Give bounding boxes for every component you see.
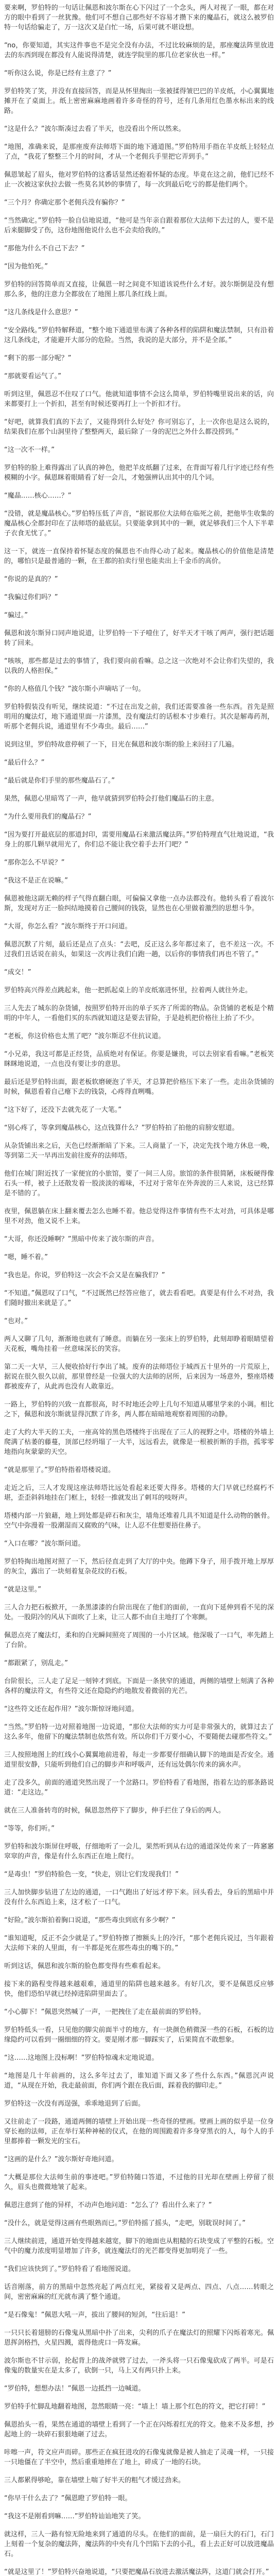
paragraph: “最后就是你们手里的那些魔晶石了。” (4, 777, 115, 785)
paragraph: “这……这地图上没标啊！”罗伯特惊魂未定地说道。 (4, 2054, 159, 2062)
paragraph: 咔嚓一声，符文应声而碎。那些正在疯狂进攻的石像鬼就像是被人抽走了灵魂一样，一只接一只地僵在了半空中，然后重重地摔在了地上，碎成了一地的石块。 (4, 2449, 274, 2466)
paragraph: “当然确定。”罗伯特一脸自信地说道，“他可是当年亲自跟着那位大法师下去过的人，要不是后来腿脚受了伤，这份地图他说什么也不会卖给我的。” (4, 217, 274, 234)
paragraph: “小兄弟，我这可都是正经货，品质绝对有保证。你要是嫌贵，可以去别家看看嘛。”老板笑眯眯地说道，一点也没有要让步的意思。 (4, 1050, 274, 1068)
paragraph: 罗伯特的脸上难得露出了认真的神色，他把羊皮纸翻了过来，在背面写着几行字迹已经有些模糊的小字。佩恩眯着眼睛看了好一会儿，才勉强辨认出其中的几个词。 (4, 464, 274, 482)
paragraph: “我这不是刚看到嘛……”罗伯特讪讪地笑了笑。 (4, 2513, 145, 2520)
paragraph: 走近之后，三人才发现这座法师塔比远处看起来还要大得多。塔楼的大门早就已经腐朽不堪，歪歪斜斜地挂在门框上，轻轻一推就发出了刺耳的吱呀声。 (4, 1484, 274, 1502)
paragraph: 台阶很长，三人走了足足一刻钟才到底。下面是一条狭窄的通道，两侧的墙壁上刻满了各种各样的魔法符文，有些符文还在隐隐约约地散发着微弱的光芒。 (4, 1677, 274, 1695)
paragraph: “罗伯特，想想办法！”佩恩一边抵挡一边喊道。 (4, 2385, 145, 2393)
paragraph: “听你这么说，你是已经有主意了？” (4, 70, 112, 77)
paragraph: “好吧，就算我们真的下去了，又能得到什么好处？你可别忘了，上一次你也是这么说的，结果我们在那个山洞里待了整整两天，最后除了一身的泥巴之外什么都没捞到。” (4, 418, 274, 436)
paragraph: 罗伯特假装没有听见，继续说道：“不过在出发之前，我们还需要准备一些东西。首先是照明用的魔法灯，地下通道里面一片漆黑，没有魔法灯的话根本寸步难行。其次是解毒药剂，听那个老佣兵说，通道里有不少毒虫。最后……” (4, 703, 274, 731)
paragraph: “谁知道呢，反正不会少就是了。”罗伯特擦了擦额头上的冷汗，“那个老佣兵说过，当年跟着大法师下来的人里面，有一半都是死在那些毒虫的嘴下的。” (4, 1935, 274, 1952)
paragraph: 佩恩被他这副无赖的样子气得直翻白眼，可偏偏又拿他一点办法都没有。他转头看了看波尔斯，发现对方正一脸纠结地摸着自己腰间的钱袋，显然也在心里做着激烈的思想斗争。 (4, 895, 274, 912)
paragraph: “我也是。你说，罗伯特这一次会不会又是在骗我们？” (4, 1272, 165, 1279)
paragraph: “最后什么？” (4, 759, 45, 767)
paragraph: 波尔斯也不甘示弱，抡起背上的战斧就劈了过去，一斧头将一只石像鬼砍成了两半。可是石像鬼的数量实在是太多了，砍倒一只，马上又有两只扑上来。 (4, 2357, 274, 2375)
paragraph: 佩恩皱起了眉头，他对罗伯特的这番话显然还抱着怀疑的态度。毕竟在这之前，他们已经不止一次被这家伙拉去做一些莫名其妙的事情了，每一次到最后吃亏的都是他们两个。 (4, 171, 274, 189)
paragraph: 佩恩和波尔斯异口同声地说道，让罗伯特一下子噎住了，好半天才干咳了两声，强行把话题转了回来。 (4, 630, 274, 647)
paragraph: 他们在城门附近找了一家便宜的小旅馆，要了一间三人房。旅馆的条件很简陋，床板硬得像石头一样，被子上还散发着一股淡淡的霉味，不过对于常年在外奔波的三人来说，这已经算是不错的了。 (4, 1170, 274, 1197)
paragraph: “这画的是什么？”波尔斯好奇地问道。 (4, 2156, 118, 2163)
paragraph: 罗伯特低头一看，只见他的脚尖前面半寸的地方，有一块颜色稍微深一些的石板，石板的边缘隐约可以看到一圈细细的符文。要是刚才那一脚踩实了，后果简直不敢想象。 (4, 2026, 274, 2044)
paragraph: “入口在哪？”波尔斯问道。 (4, 1540, 85, 1548)
paragraph: 就这样，三人一路有惊无险地来到了通道的尽头。在他们的面前，是一扇巨大的石门，石门上刻着一个复杂的魔法阵，魔法阵的中央有几个凹陷下去的小孔，看上去正好可以放进魔晶石。 (4, 2531, 274, 2558)
paragraph: 佩恩沉默了片刻，最后还是点了点头：“去吧，反正这么多年都过来了，也不差这一次。不过我们丑话说在前头，如果这一次再让我们白跑一趟，以后你的事情我们再也不管了。” (4, 941, 274, 958)
paragraph: “就是这里。” (4, 1586, 41, 1594)
paragraph: “这几条线是什么意思？” (4, 309, 78, 316)
paragraph: 走了大约大半天的工夫，一座高耸的黑色塔楼终于出现在了三人的视野之中。塔楼的外墙上爬满了枯萎的藤蔓，顶部已经坍塌了一大半，远远看去，就像是一根被折断的手指，孤零零地指向灰蒙蒙的天空。 (4, 1429, 274, 1456)
paragraph: “大哥，你还没睡啊？”黑暗中传来了波尔斯的声音。 (4, 1235, 159, 1243)
paragraph: “好险。”波尔斯拍着胸口说道，“那些毒虫到底有多少啊？” (4, 1917, 176, 1924)
paragraph: “也对。” (4, 1317, 28, 1325)
paragraph: “咳咳，那些都是过去的事情了，我们要向前看嘛。总之这一次绝对不会让你们失望的，我以我的人格担保。” (4, 657, 274, 675)
paragraph: “no，你要知道，其实这件事也不是完全没有办法，不过比较麻烦的是，那座魔法阵里放进去的东西到现在都没有人能说得清楚，就连学院里的那几位老家伙也一样。” (4, 42, 274, 59)
paragraph: 两人又聊了几句，渐渐地也就有了睡意。而躺在另一张床上的罗伯特，此刻却睁着眼睛望着天花板，嘴角挂着一丝意味深长的笑容。 (4, 1335, 274, 1353)
paragraph: “是毒虫！”罗伯特脸色一变，“快走，别让它们发现我们！” (4, 1871, 179, 1878)
paragraph: 听到这里，佩恩忍不住叹了口气。他就知道事情不会这么简单，罗伯特嘴里说出来的话，向来都要打上一个折扣，甚至有时候还要再打上一个折扣才行。 (4, 391, 274, 408)
paragraph: 罗伯特手忙脚乱地翻着地图，忽然眼睛一亮：“墙上！墙上那个红色的符文，把它打碎！” (4, 2403, 266, 2411)
paragraph: 三人都累得够呛，靠在墙壁上喘了好半天的粗气才缓过劲来。 (4, 2477, 185, 2484)
paragraph: “就是那里了。”罗伯特指着塔楼说道。 (4, 1466, 115, 1474)
paragraph: “剩下的那一部分呢？” (4, 354, 72, 362)
paragraph: “老板，你这价格也太黑了吧？”波尔斯忍不住抗议道。 (4, 1032, 165, 1040)
paragraph: “大概是那位大法师生前的事迹吧。”罗伯特随口答道，不过他的目光却在壁画上停留了很久，眉头也微微地皱了起来。 (4, 2174, 274, 2191)
paragraph: “你早干什么去了？”佩恩瞪了罗伯特一眼。 (4, 2495, 132, 2502)
paragraph: 罗伯特笑了笑，并没有直接回答，而是从怀里掏出一张被揉得皱巴巴的羊皮纸，小心翼翼地摊开在了桌面上。纸上密密麻麻地画着许多奇怪的符号，还有几条用红色墨水标出来的线路。 (4, 88, 274, 115)
paragraph: “这一次不一样。” (4, 446, 55, 454)
paragraph: “我这不是正在说嘛。” (4, 877, 68, 885)
paragraph: “为什么要用我们的魔晶石？” (4, 813, 92, 821)
paragraph: “这些符文还在起作用？”波尔斯惊讶地问道。 (4, 1705, 138, 1713)
paragraph: “这下好了，还没下去就先花了一大笔。” (4, 1106, 121, 1114)
paragraph: “因为他怕死。” (4, 263, 48, 270)
paragraph: 最后还是罗伯特出面，跟老板软磨硬泡了半天，才总算把价格压下来了一些。走出杂货铺的时候，佩恩看着自己瘪下去的钱袋，心疼得直咧嘴。 (4, 1078, 274, 1096)
paragraph: “别心疼了，等拿到魔晶核心，这点钱算什么？”罗伯特拍了拍他的肩膀安慰道。 (4, 1124, 239, 1132)
paragraph: “安全路线。”罗伯特解释道，“整个地下通道里布满了各种各样的陷阱和魔法禁制，只有沿着这几条线走，才能避开大部分的危险。当然，我说的是大部分，并不是全部。” (4, 327, 274, 344)
paragraph: “你说的是真的？” (4, 575, 58, 583)
paragraph: 罗伯特高兴得差点跳起来，他一把抓起桌上的羊皮纸塞进怀里，拉着两人就往外走。 (4, 987, 252, 994)
paragraph: “那就要看运气了。” (4, 372, 61, 380)
paragraph: “魔晶……核心……？” (4, 492, 72, 500)
paragraph: “都跟紧了，别乱走。” (4, 1659, 68, 1667)
paragraph: 这一下，就连一直保持着怀疑态度的佩恩也不由得心动了起来。魔晶核心的价值他是清楚的，哪怕只是最普通的一颗，在王都的拍卖行里也能卖出上千金币的高价。 (4, 548, 274, 565)
paragraph: “当然。”罗伯特一边对照着地图一边说道，“那位大法师的实力可是非常强大的，就算过去了这么多年，他留下的魔法禁制也依然有效。所以你们千万要小心，不要随便去碰那些符文。” (4, 1723, 274, 1741)
paragraph: 佩恩注意到了他的异样，不动声色地问道：“怎么了？看出什么来了？” (4, 2201, 212, 2209)
paragraph: 三人继续前进，通道开始变得越来越宽，脚下的地面也从粗糙的石块变成了平整的石板。空气中的魔力浓度明显增加了许多，就连魔法灯的光芒都变得更加明亮了一些。 (4, 2238, 274, 2255)
paragraph: 从杂货铺出来之后，天色已经渐渐暗了下来。三人商量了一下，决定先找个地方休息一晚，等到第二天一早再出发前往废弃的法师塔。 (4, 1142, 274, 1160)
paragraph: 果然，佩恩心里暗骂了一声，他早就猜到罗伯特会打他们魔晶石的主意。 (4, 795, 219, 803)
paragraph: 三人加快脚步钻进了左边的通道，一口气跑出了好远才停下来。回头看去，身后的黑暗中并没有什么东西追上来，这才松了一口气。 (4, 1889, 274, 1906)
paragraph: “嗯，睡不着。” (4, 1253, 48, 1261)
paragraph: “小心脚下！”佩恩突然喊了一声，一把拽住了走在最前面的罗伯特。 (4, 2008, 205, 2016)
paragraph: 三人先去了城东的杂货铺，按照罗伯特开出的单子买齐了所需的物品。杂货铺的老板是个精明的中年人，一看他们买的东西就知道这是要去冒险，于是趁机把价格往上抬了不少。 (4, 1005, 274, 1022)
paragraph: “地图，准确来说，是那座废弃法师塔下面的地下通道图。”罗伯特用手指在羊皮纸上轻轻点了点，“我花了整整三个月的时间，才从一个老佣兵手里把它弄到手。” (4, 143, 274, 161)
paragraph: 罗伯特这一次没有再逞强，乖乖地退到了后面。 (4, 2100, 145, 2108)
paragraph: “那你怎么不早说？” (4, 859, 65, 867)
paragraph: “这是什么？”波尔斯凑过去看了半天，也没看出个所以然来。 (4, 125, 185, 133)
paragraph: 听到这话，佩恩和波尔斯的脸色都变得有些难看起来。 (4, 1962, 165, 1970)
paragraph: 佩恩点亮了魔法灯，柔和的白光瞬间照亮了周围的一小片区域。他深吸了一口气，率先踏上了台阶。 (4, 1632, 274, 1649)
paragraph: 夜里，佩恩躺在床上翻来覆去怎么也睡不着。他总觉得这件事情有些不太对劲，可具体是哪里不对劲，他又说不上来。 (4, 1208, 274, 1225)
paragraph: “地图是几十年前画的，这么多年过去了，谁知道下面又多了些什么东西。”佩恩沉声说道，“从现在开始，我走最前面，你们两个跟在我后面，踩着我的脚印走。” (4, 2072, 274, 2090)
paragraph: “你的人格值几个钱？”波尔斯小声嘀咕了一句。 (4, 685, 145, 693)
paragraph: “那他为什么不自己下去？” (4, 245, 85, 252)
paragraph: 一路上，罗伯特的兴致一直都很高，时不时地还会哼上几句不知道从哪里学来的小调。相比之下，佩恩和波尔斯就显得沉默了许多，两人都在暗暗地观察着周围的动静。 (4, 1401, 274, 1418)
paragraph: 罗伯特和波尔斯屏住呼吸，仔细地听了一会儿，果然听到从右边的通道深处传来了一阵窸窸窣窣的声音，像是有什么东西正在地上爬行。 (4, 1843, 274, 1860)
paragraph: “因为要打开最底层的那道封印，需要用魔晶石来激活魔法阵。”罗伯特理直气壮地说道，“我身上的那几颗早就用光了，你们总不能让我空着手去开门吧？” (4, 831, 274, 849)
paragraph: 塔楼内部一片狼藉，地上到处都是碎石和灰尘，墙角还堆着几具不知道是什么动物的骸骨。空气中弥漫着一股潮湿而又腐败的气味，让人忍不住想要捂住鼻子。 (4, 1512, 274, 1530)
paragraph: 罗伯特的回答简单而又直接，让佩恩一时之间竟不知道该说些什么才好。波尔斯倒是没有想那么多，他的注意力全都放在了地图上那几条红线上面。 (4, 281, 274, 298)
paragraph: “骗过。” (4, 612, 28, 619)
paragraph: 第二天一大早，三人便收拾好行李出了城。废弃的法师塔位于城西五十里外的一片荒原上，据说在很久很久以前，那里曾经是一位强大的大法师的居所，后来因为一场意外，整座塔楼都被废弃了，从此再也没有人敢靠近。 (4, 1363, 274, 1391)
paragraph: “成交！” (4, 969, 31, 976)
paragraph: 三人按照地图上的红线小心翼翼地前进着，每走一步都要仔细确认脚下的地面是否安全。通道里很安静，只能听到他们自己的脚步声和呼吸声，还有远处偶尔传来的滴水声。 (4, 1751, 274, 1769)
paragraph: “不知道。”佩恩叹了口气，“不过既然已经答应他了，就去看看吧。真要是有什么不对劲，我们随时撤出来就是了。” (4, 1290, 274, 1307)
paragraph: 一只只长着翅膀的石像鬼从黑暗中扑了出来，尖利的爪子在魔法灯的照耀下闪烁着寒光。佩恩挥剑格挡，火星四溅，震得他虎口一阵发麻。 (4, 2329, 274, 2347)
paragraph: “没错，就是魔晶核心。”罗伯特压低了声音，“据说那位大法师在临死之前，把他毕生收集的魔晶核心全都封印在了法师塔的最底层。只要能拿到其中的一颗，就足够我们三个人下半辈子衣食无忧了。” (4, 510, 274, 537)
paragraph: “我骗过你们吗？” (4, 594, 58, 601)
paragraph: “三个月？你确定那个老佣兵没有骗你？” (4, 199, 125, 207)
paragraph: 罗伯特掏出地图对照了一下，然后径直走到了大厅的中央。他蹲下身子，用手拨开地上厚厚的灰尘，露出了一块刻着复杂花纹的石板。 (4, 1558, 274, 1575)
paragraph: 就在三人准备转弯的时候，佩恩忽然停下了脚步，伸手拦住了身后的两人。 (4, 1807, 225, 1815)
paragraph: 佩恩抬头一看，果然在通道的墙壁上看到了一个正在闪烁着红光的符文。他来不及多想，抄起地上的一块碎石狠狠地砸了过去。 (4, 2421, 274, 2438)
paragraph: “没什么，就是觉得这画有些眼熟而已。”罗伯特摇了摇头，“走吧，别耽误时间了。” (4, 2219, 246, 2227)
paragraph: “我们应该快到了。”罗伯特看了看地图说道。 (4, 2265, 135, 2273)
paragraph: “等等，你们听。” (4, 1825, 55, 1833)
paragraph: 走了没多久，前面的通道突然出现了一个岔路口。罗伯特看了看地图，指着左边的那条路说道：“走这边。” (4, 1779, 274, 1797)
paragraph: 三人合力把石板掀开，一条黑漆漆的台阶出现在了他们的面前，一直向下延伸到看不见的深处。一股阴冷的风从下面吹了上来，让三人都不由自主地打了个寒颤。 (4, 1604, 274, 1621)
paragraph: “就是这里了！”罗伯特兴奋地说道，“只要把魔晶石放进去激活魔法阵，这道门就会打开。” (4, 2568, 269, 2576)
paragraph: 说到这里，罗伯特故意停顿了一下，目光在佩恩和波尔斯的脸上来回扫了几遍。 (4, 741, 239, 749)
paragraph: 要来啊，罗伯特的一句话让佩恩和波尔斯在心下闪过了一个念头，两人对视了一眼，都在对方的眼中看到了一丝犹豫。他们可不想自己那些好不容易才攒下来的魔晶石，就这么被罗伯特一句话给骗走了，万一这次又是白忙一场，后果可就不堪设想。 (4, 4, 274, 31)
paragraph: 接下来的路程变得越来越艰难，通道里的陷阱也越来越多。有好几次，要不是佩恩反应够快，他们恐怕早就已经掉进陷阱里面去了。 (4, 1980, 274, 1998)
paragraph: 又往前走了一段路，通道两侧的墙壁上开始出现一些奇怪的壁画。壁画上画的似乎是一位身穿长袍的法师，正在举行某种神秘的仪式，在他的周围跪着许多身穿黑衣的人，每个人的手里都捧着一颗发光的宝石。 (4, 2118, 274, 2145)
paragraph: 话音刚落，前方的黑暗中忽然亮起了两点红光，紧接着又是两点、四点、八点……转眼之间，密密麻麻的红光就布满了整个通道。 (4, 2283, 274, 2301)
paragraph: “是石像鬼！”佩恩大吼一声，拔出了腰间的短剑，“往后退！” (4, 2311, 185, 2319)
paragraph: “大哥，你怎么看？”波尔斯终于开口问道。 (4, 923, 132, 930)
